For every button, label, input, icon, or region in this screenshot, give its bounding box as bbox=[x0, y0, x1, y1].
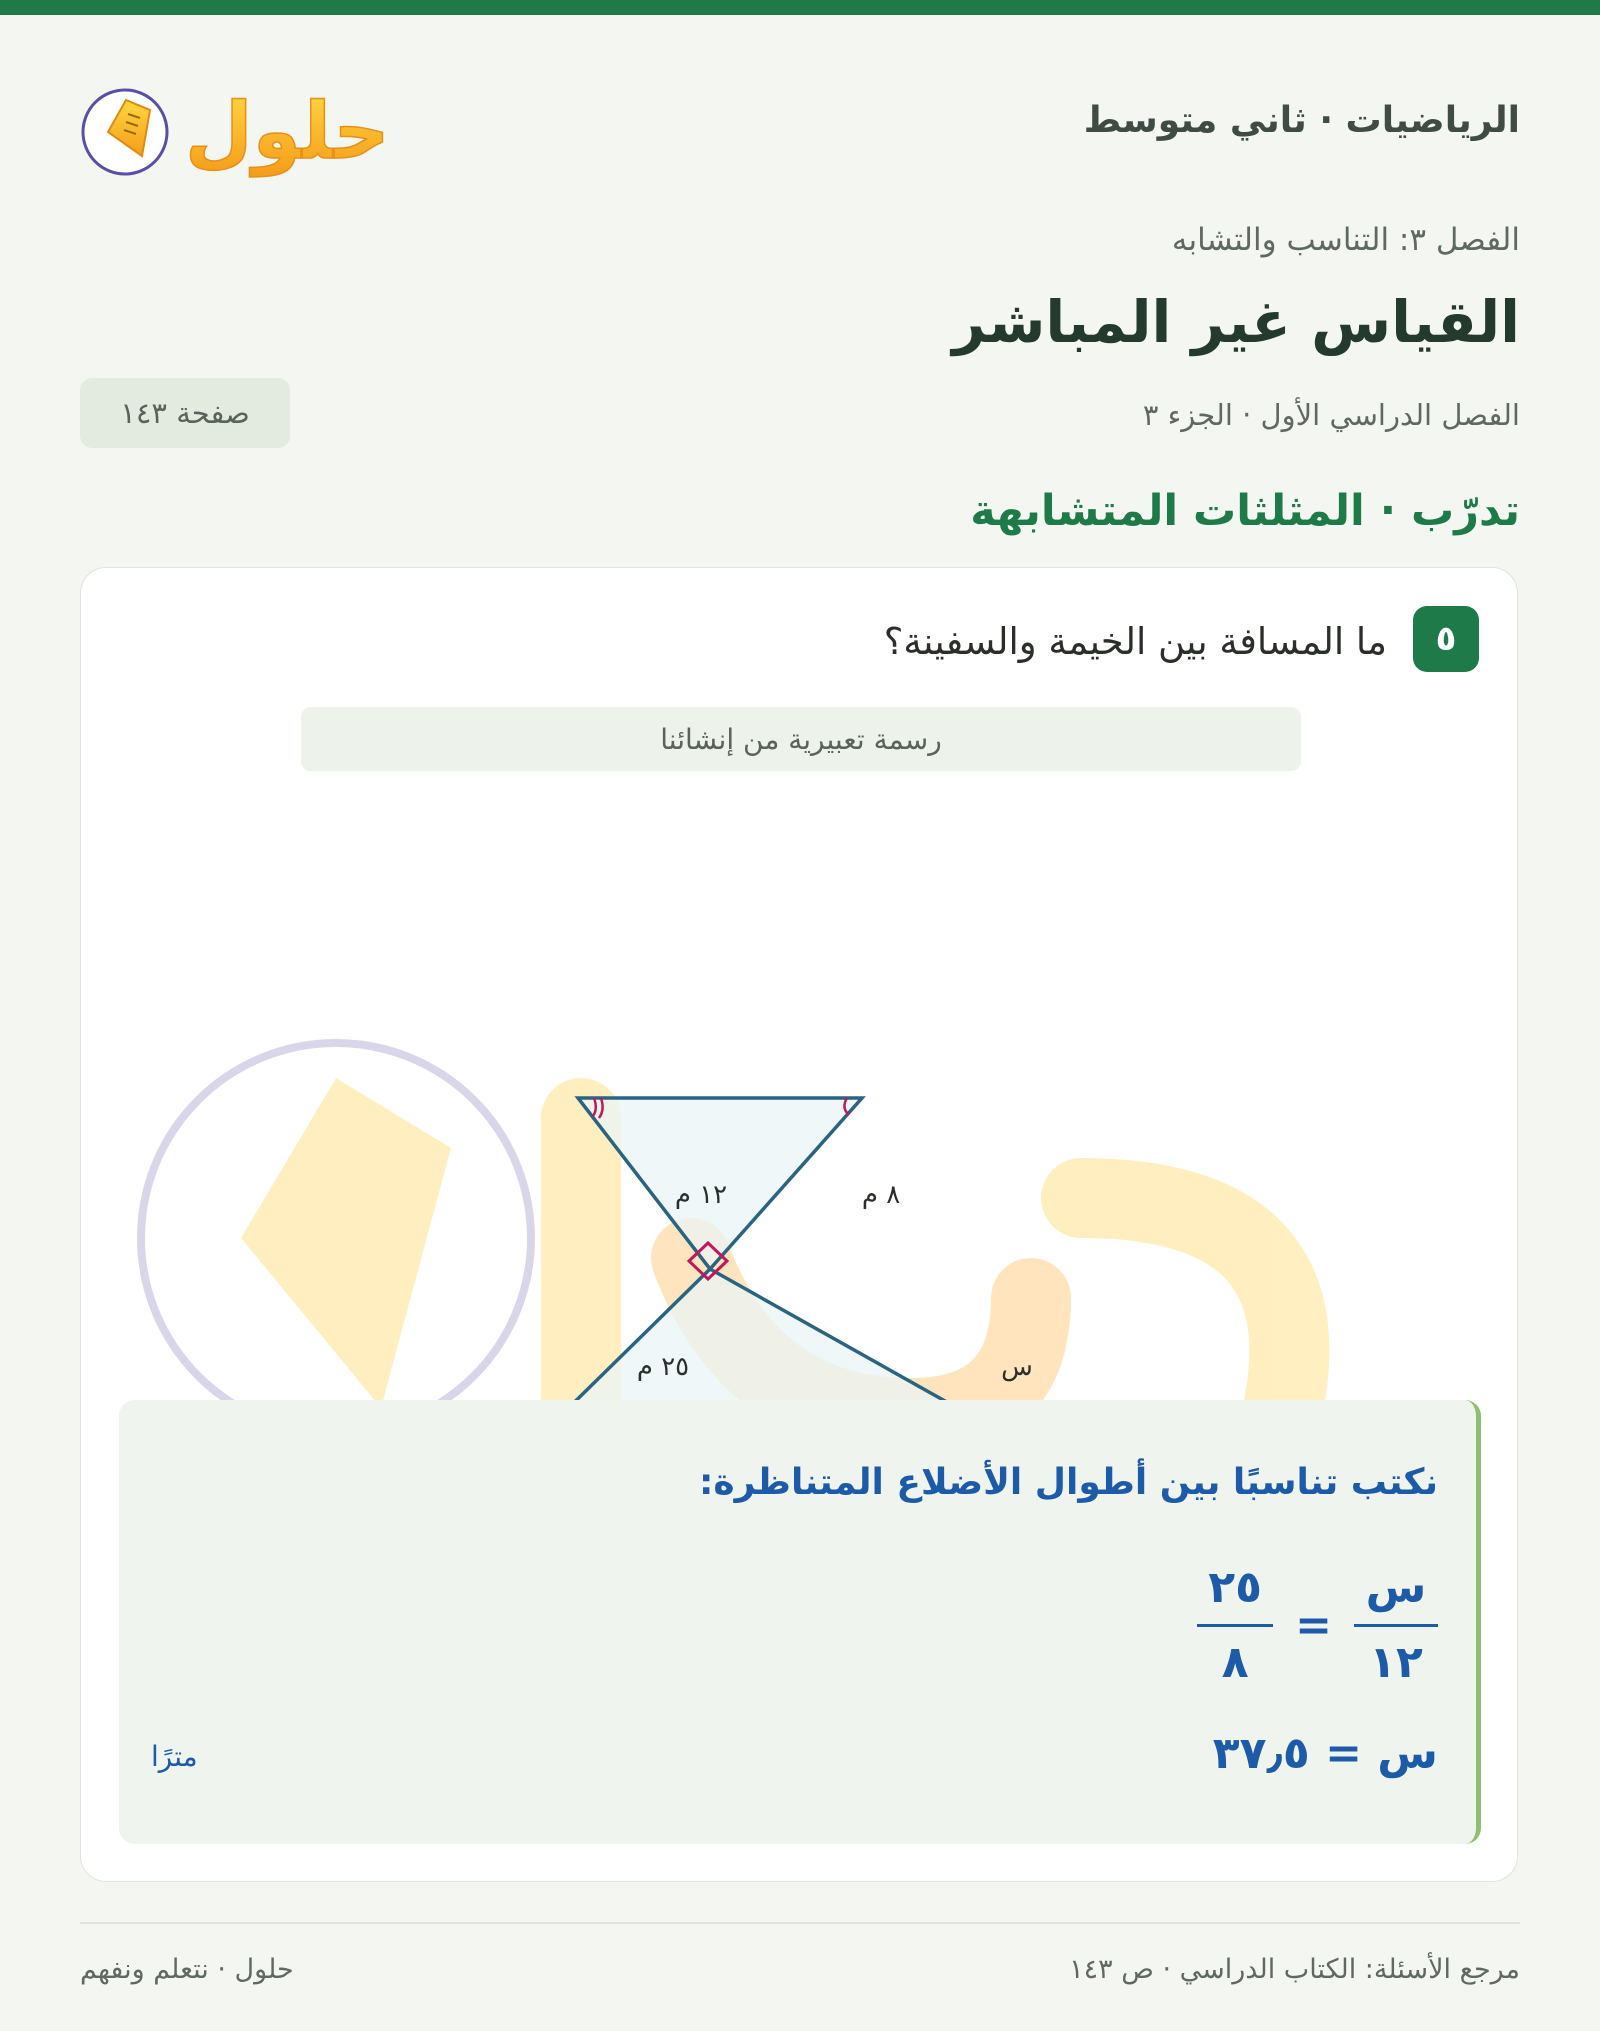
side-label-12m: ١٢ م bbox=[674, 1180, 728, 1210]
chapter-label: الفصل ٣: التناسب والتشابه bbox=[1171, 222, 1520, 258]
similar-triangles-diagram bbox=[81, 808, 1519, 1448]
question-text: ما المسافة بين الخيمة والسفينة؟ bbox=[883, 620, 1387, 663]
equals-sign: = bbox=[1295, 1599, 1332, 1651]
section-title: تدرّب · المثلثات المتشابهة bbox=[970, 486, 1520, 536]
fraction-25-over-8 bbox=[1197, 1560, 1273, 1691]
footer-brand: حلول · نتعلم ونفهم bbox=[80, 1954, 294, 1985]
question-number-badge: ٥ bbox=[1413, 606, 1479, 672]
fraction-x-over-12 bbox=[1354, 1560, 1438, 1691]
fraction-bar bbox=[1197, 1624, 1273, 1627]
question-card bbox=[80, 567, 1518, 1882]
solution-result: س = ٣٧٫٥ bbox=[1212, 1728, 1438, 1779]
side-label-x: س bbox=[1001, 1352, 1033, 1382]
solution-box bbox=[119, 1400, 1481, 1844]
fraction-numerator: س bbox=[1365, 1561, 1427, 1613]
hulul-logo[interactable] bbox=[80, 60, 390, 180]
fraction-bar bbox=[1354, 1624, 1438, 1627]
top-accent-bar bbox=[0, 0, 1600, 15]
proportion-equation bbox=[1197, 1560, 1438, 1690]
side-label-25m: ٢٥ م bbox=[636, 1352, 690, 1382]
illustration-note: رسمة تعبيرية من إنشائنا bbox=[301, 707, 1301, 771]
fraction-numerator: ٢٥ bbox=[1208, 1561, 1262, 1613]
side-label-8m: ٨ م bbox=[861, 1180, 901, 1210]
fraction-denominator: ٨ bbox=[1221, 1636, 1249, 1688]
result-unit: مترًا bbox=[151, 1740, 198, 1773]
page-header bbox=[80, 60, 1520, 190]
footer-divider bbox=[80, 1922, 1520, 1924]
page-number-badge: صفحة ١٤٣ bbox=[80, 378, 290, 448]
footer-reference: مرجع الأسئلة: الكتاب الدراسي · ص ١٤٣ bbox=[1069, 1954, 1520, 1985]
logo-text: حلول bbox=[185, 87, 390, 177]
subject-label: الرياضيات · ثاني متوسط bbox=[1083, 100, 1520, 141]
solution-heading: نكتب تناسبًا بين أطوال الأضلاع المتناظرة: bbox=[699, 1462, 1438, 1503]
fraction-denominator: ١٢ bbox=[1369, 1636, 1423, 1688]
semester-label: الفصل الدراسي الأول · الجزء ٣ bbox=[1142, 398, 1520, 432]
page-title: القياس غير المباشر bbox=[952, 288, 1520, 356]
logo-book-icon bbox=[80, 60, 390, 180]
